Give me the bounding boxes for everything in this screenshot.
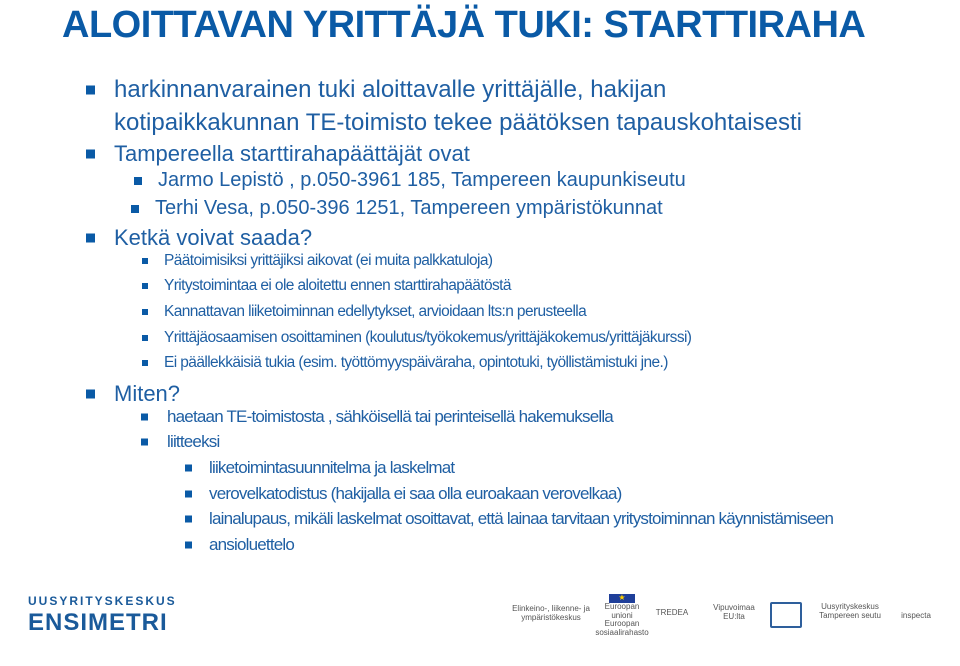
bullet-item xyxy=(164,303,586,321)
bullet-text: Miten? xyxy=(114,381,181,406)
square-bullet-icon xyxy=(86,150,95,159)
square-bullet-icon xyxy=(185,542,192,549)
bullet-item xyxy=(209,509,833,529)
bullet-text: Päätoimisiksi yrittäjiksi aikovat (ei muita palkkatuloja) xyxy=(164,252,493,269)
square-bullet-icon xyxy=(142,335,148,341)
tampere-logo xyxy=(770,602,802,628)
logo-label: Uusyrityskeskus Tampereen seutu xyxy=(819,602,881,620)
logo-label: inspecta xyxy=(901,610,931,620)
bullet-item xyxy=(209,458,454,478)
bullet-text: Jarmo Lepistö , p.050-3961 185, Tampereen kaupunkiseutu xyxy=(158,169,686,191)
bullet-item xyxy=(114,109,802,137)
bullet-item xyxy=(114,381,180,407)
logo-label: Elinkeino-, liikenne- ja ympäristökeskus xyxy=(512,604,590,622)
square-bullet-icon xyxy=(86,390,95,399)
bullet-text: Ei päällekkäisiä tukia (esim. työttömyyspäiväraha, opintotuki, työllistämistuki jne.) xyxy=(164,354,668,371)
bullet-item xyxy=(155,197,663,220)
bullet-item xyxy=(158,169,686,192)
square-bullet-icon xyxy=(134,177,142,185)
bullet-item xyxy=(167,407,613,427)
bullet-text: Kannattavan liiketoiminnan edellytykset, arvioidaan lts:n perusteella xyxy=(164,303,587,320)
bullet-item xyxy=(167,432,219,452)
bullet-item xyxy=(114,141,470,167)
bullet-text: kotipaikkakunnan TE-toimisto tekee päätöksen tapauskohtaisesti xyxy=(114,109,802,136)
bullet-text: Yrittäjäosaamisen osoittaminen (koulutus/työkokemus/yrittäjäkokemus/yrittäjäkurssi) xyxy=(164,329,692,346)
page-title: ALOITTAVAN YRITTÄJÄ TUKI: STARTTIRAHA xyxy=(62,4,866,46)
logo-label: TREDEA xyxy=(655,607,689,617)
eu-flag-logo xyxy=(595,593,649,638)
ely-keskus-logo xyxy=(506,598,596,630)
bullet-item xyxy=(209,484,622,504)
bullet-text: liiketoimintasuunnitelma ja laskelmat xyxy=(209,458,455,477)
vipuvoimaa-eu-logo xyxy=(708,598,760,628)
square-bullet-icon xyxy=(141,414,148,421)
bullet-text: Yritystoimintaa ei ole aloitettu ennen starttirahapäätöstä xyxy=(164,277,511,294)
brand-bottom-text: ENSIMETRI xyxy=(28,609,168,636)
bullet-text: Terhi Vesa, p.050-396 1251, Tampereen ympäristökunnat xyxy=(155,197,663,219)
eu-flag-icon: ★ xyxy=(609,594,635,603)
bullet-text: liitteeksi xyxy=(167,432,220,451)
bullet-item xyxy=(114,76,666,104)
square-bullet-icon xyxy=(142,309,148,315)
square-bullet-icon xyxy=(86,86,95,95)
bullet-text: haetaan TE-toimistosta , sähköisellä tai perinteisellä hakemuksella xyxy=(167,407,613,426)
square-bullet-icon xyxy=(185,516,192,523)
footer xyxy=(0,584,960,666)
uusyrityskeskus-tampereen-seutu-logo xyxy=(810,598,890,626)
logo-label: Euroopan unioni Euroopan sosiaalirahasto xyxy=(595,601,649,638)
square-bullet-icon xyxy=(185,491,192,498)
square-bullet-icon xyxy=(142,283,148,289)
bullet-item xyxy=(114,225,312,251)
bullet-item xyxy=(164,277,511,295)
bullet-text: harkinnanvarainen tuki aloittavalle yrittäjälle, hakijan xyxy=(114,76,667,103)
bullet-item xyxy=(164,329,691,347)
ensimetri-logo xyxy=(28,594,177,637)
square-bullet-icon xyxy=(141,439,148,446)
bullet-text: lainalupaus, mikäli laskelmat osoittavat, että lainaa tarvitaan yritystoiminnan käynnistämiseen xyxy=(209,509,834,528)
bullet-text: verovelkatodistus (hakijalla ei saa olla euroakaan verovelkaa) xyxy=(209,484,622,503)
logo-label: Vipuvoimaa EU:lta xyxy=(713,603,755,621)
square-bullet-icon xyxy=(131,205,139,213)
bullet-text: Ketkä voivat saada? xyxy=(114,225,313,250)
inspecta-logo xyxy=(896,600,936,632)
square-bullet-icon xyxy=(142,258,148,264)
square-bullet-icon xyxy=(142,360,148,366)
bullet-item xyxy=(164,252,492,270)
bullet-text: Tampereella starttirahapäättäjät ovat xyxy=(114,141,470,166)
bullet-text: ansioluettelo xyxy=(209,535,295,554)
bullet-item xyxy=(164,354,668,372)
square-bullet-icon xyxy=(185,465,192,472)
brand-top-text: UUSYRITYSKESKUS xyxy=(28,594,177,608)
tredea-logo xyxy=(652,592,692,634)
square-bullet-icon xyxy=(86,234,95,243)
bullet-item xyxy=(209,535,294,555)
